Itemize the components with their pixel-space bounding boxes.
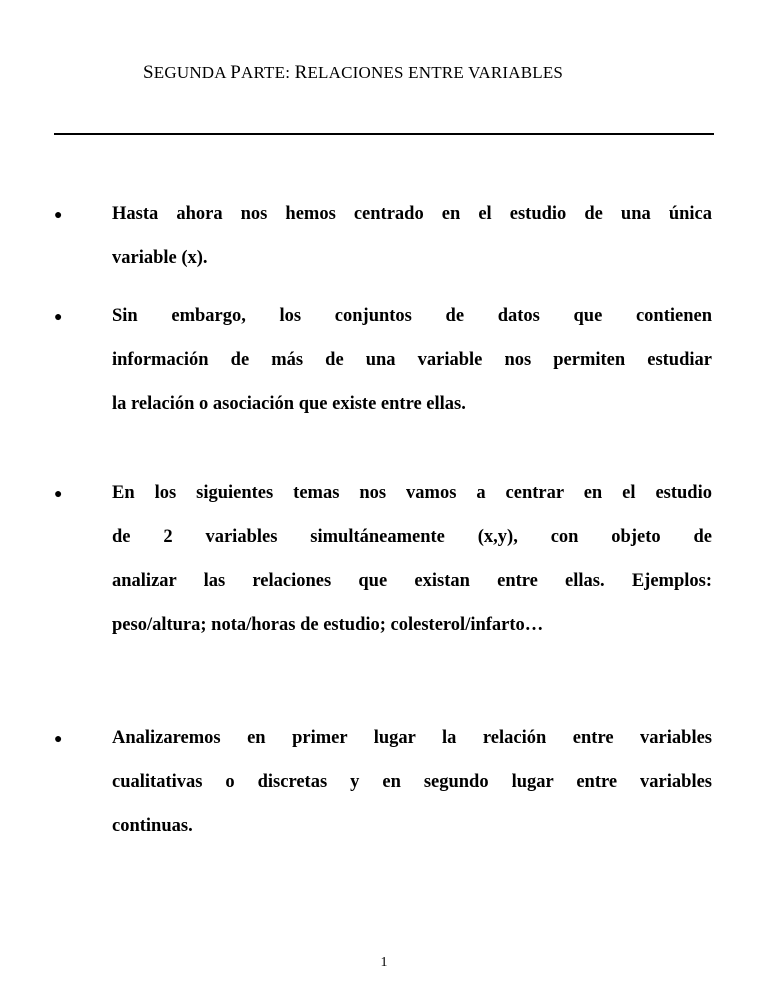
item-line: de 2 variables simultáneamente (x,y), con objeto de [112,527,712,547]
item-line: cualitativas o discretas y en segundo lugar entre variables [112,772,712,792]
item-line: Hasta ahora nos hemos centrado en el estudio de una única [112,204,712,224]
page-number: 1 [380,955,388,970]
bullet-icon: ● [54,732,63,747]
item-line: continuas. [112,816,193,836]
t: ARTE: [241,63,295,82]
item-line: peso/altura; nota/horas de estudio; colesterol/infarto… [112,615,544,635]
bullet-icon: ● [54,208,63,223]
item-line: Sin embargo, los conjuntos de datos que contienen [112,306,712,326]
item-line: analizar las relaciones que existan entre ellas. Ejemplos: [112,571,712,591]
t: ELACIONES ENTRE VARIABLES [307,63,564,82]
t: R [294,62,308,83]
bullet-icon: ● [54,310,63,325]
bullet-icon: ● [54,487,63,502]
item-line: variable (x). [112,248,208,268]
divider [54,133,714,135]
t: S [143,62,154,83]
t: EGUNDA [153,63,231,82]
item-line: la relación o asociación que existe entre ellas. [112,394,466,414]
t: P [230,62,242,83]
item-line: información de más de una variable nos permiten estudiar [112,350,712,370]
item-line: En los siguientes temas nos vamos a centrar en el estudio [112,483,712,503]
page-title [143,62,563,84]
item-line: Analizaremos en primer lugar la relación entre variables [112,728,712,748]
